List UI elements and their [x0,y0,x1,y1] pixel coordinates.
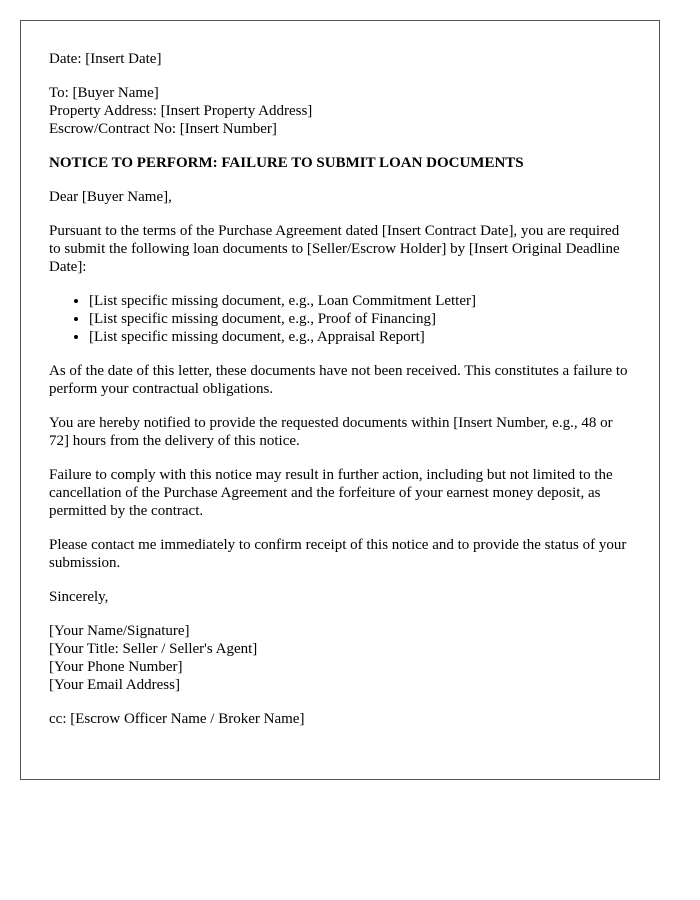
deadline-paragraph: You are hereby notified to provide the requested documents within [Insert Number, e.g., 48 or 72] hours from the delivery of this notice. [49,415,613,449]
consequence-paragraph: Failure to comply with this notice may result in further action, including but not limited to the cancellation of the Purchase Agreement and the forfeiture of your earnest money deposit, as permitted by the contract. [49,467,613,519]
documents-list [49,292,631,346]
contact-paragraph: Please contact me immediately to confirm receipt of this notice and to provide the status of your submission. [49,537,627,571]
list-item: • [List specific missing document, e.g., Loan Commitment Letter] [89,292,631,310]
date-line: Date: [Insert Date] [49,51,162,67]
signature-email: [Your Email Address] [49,677,180,693]
letter-document [20,20,660,780]
escrow-number-line: Escrow/Contract No: [Insert Number] [49,121,277,137]
property-address-line: Property Address: [Insert Property Address] [49,103,313,119]
signature-name: [Your Name/Signature] [49,623,190,639]
list-item: • [List specific missing document, e.g., Proof of Financing] [89,310,631,328]
intro-paragraph: Pursuant to the terms of the Purchase Agreement dated [Insert Contract Date], you are required to submit the following loan documents to [Seller/Escrow Holder] by [Insert Original Deadline Date]: [49,223,620,275]
recipient-block [49,84,631,138]
signature-title: [Your Title: Seller / Seller's Agent] [49,641,258,657]
salutation: Dear [Buyer Name], [49,189,172,205]
signature-phone: [Your Phone Number] [49,659,183,675]
status-paragraph: As of the date of this letter, these documents have not been received. This constitutes a failure to perform your contractual obligations. [49,363,628,397]
recipient-line: To: [Buyer Name] [49,85,159,101]
signature-block [49,622,631,694]
cc-line: cc: [Escrow Officer Name / Broker Name] [49,711,305,727]
notice-title: NOTICE TO PERFORM: FAILURE TO SUBMIT LOAN DOCUMENTS [49,155,524,171]
list-item: • [List specific missing document, e.g., Appraisal Report] [89,328,631,346]
closing: Sincerely, [49,589,109,605]
